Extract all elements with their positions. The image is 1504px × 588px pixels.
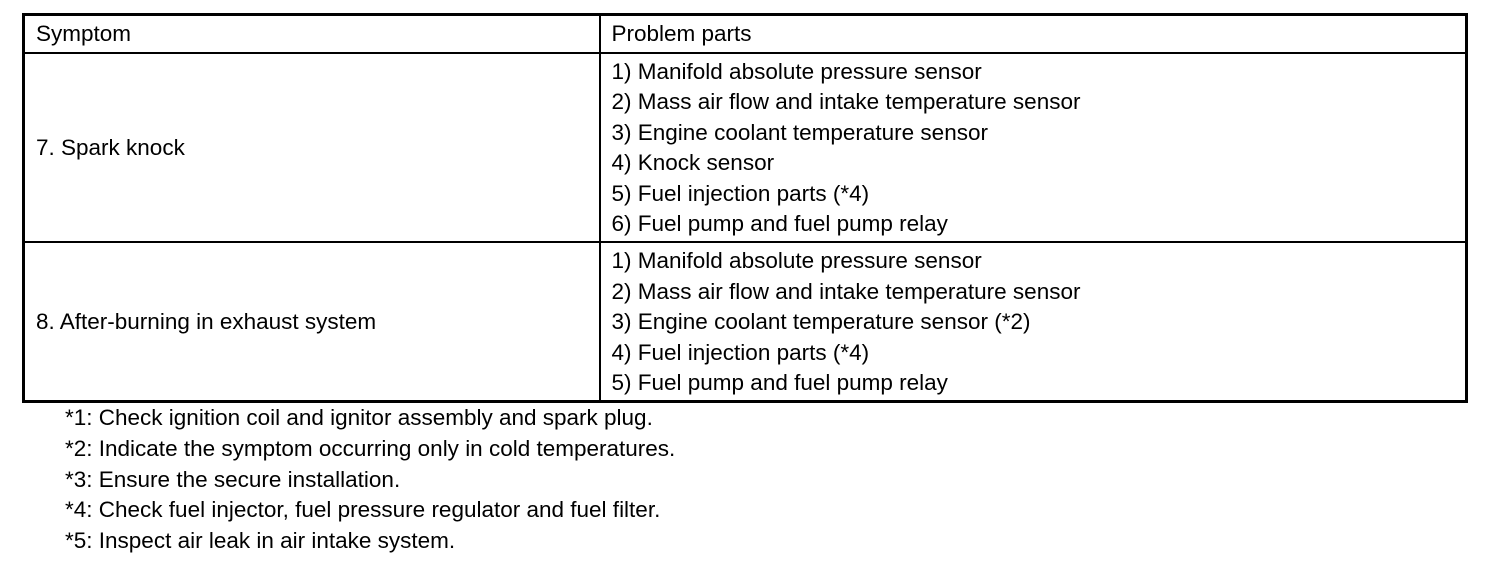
- list-item: 3) Engine coolant temperature sensor: [611, 119, 988, 145]
- footnote: *5: Inspect air leak in air intake system.: [65, 528, 456, 554]
- footnotes: [65, 403, 675, 557]
- list-item: 5) Fuel injection parts (*4): [611, 180, 870, 206]
- problem-parts-list: [612, 57, 1466, 239]
- list-item: 6) Fuel pump and fuel pump relay: [611, 210, 948, 236]
- symptom-cell: 8. After-burning in exhaust system: [24, 242, 600, 401]
- header-problem-parts: Problem parts: [600, 15, 1467, 54]
- footnote: *4: Check fuel injector, fuel pressure regulator and fuel filter.: [65, 497, 661, 523]
- problem-parts-list: [612, 246, 1466, 398]
- symptom-table: [22, 13, 1468, 403]
- footnote: *3: Ensure the secure installation.: [65, 466, 401, 492]
- table-header-row: [24, 15, 1467, 54]
- problem-parts-cell: [600, 53, 1467, 242]
- list-item: 1) Manifold absolute pressure sensor: [611, 59, 982, 84]
- table-row: [24, 242, 1467, 401]
- list-item: 2) Mass air flow and intake temperature sensor: [611, 89, 1081, 115]
- list-item: 4) Fuel injection parts (*4): [611, 339, 870, 365]
- problem-parts-cell: [600, 242, 1467, 401]
- table-row: [24, 53, 1467, 242]
- header-symptom: Symptom: [24, 15, 600, 54]
- footnote: *2: Indicate the symptom occurring only in cold temperatures.: [65, 435, 676, 461]
- list-item: 4) Knock sensor: [611, 150, 775, 176]
- list-item: 3) Engine coolant temperature sensor (*2): [611, 309, 1031, 335]
- footnote: *1: Check ignition coil and ignitor assembly and spark plug.: [65, 405, 653, 430]
- symptom-cell: 7. Spark knock: [24, 53, 600, 242]
- list-item: 5) Fuel pump and fuel pump relay: [611, 369, 948, 395]
- list-item: 2) Mass air flow and intake temperature sensor: [611, 278, 1081, 304]
- list-item: 1) Manifold absolute pressure sensor: [611, 248, 982, 274]
